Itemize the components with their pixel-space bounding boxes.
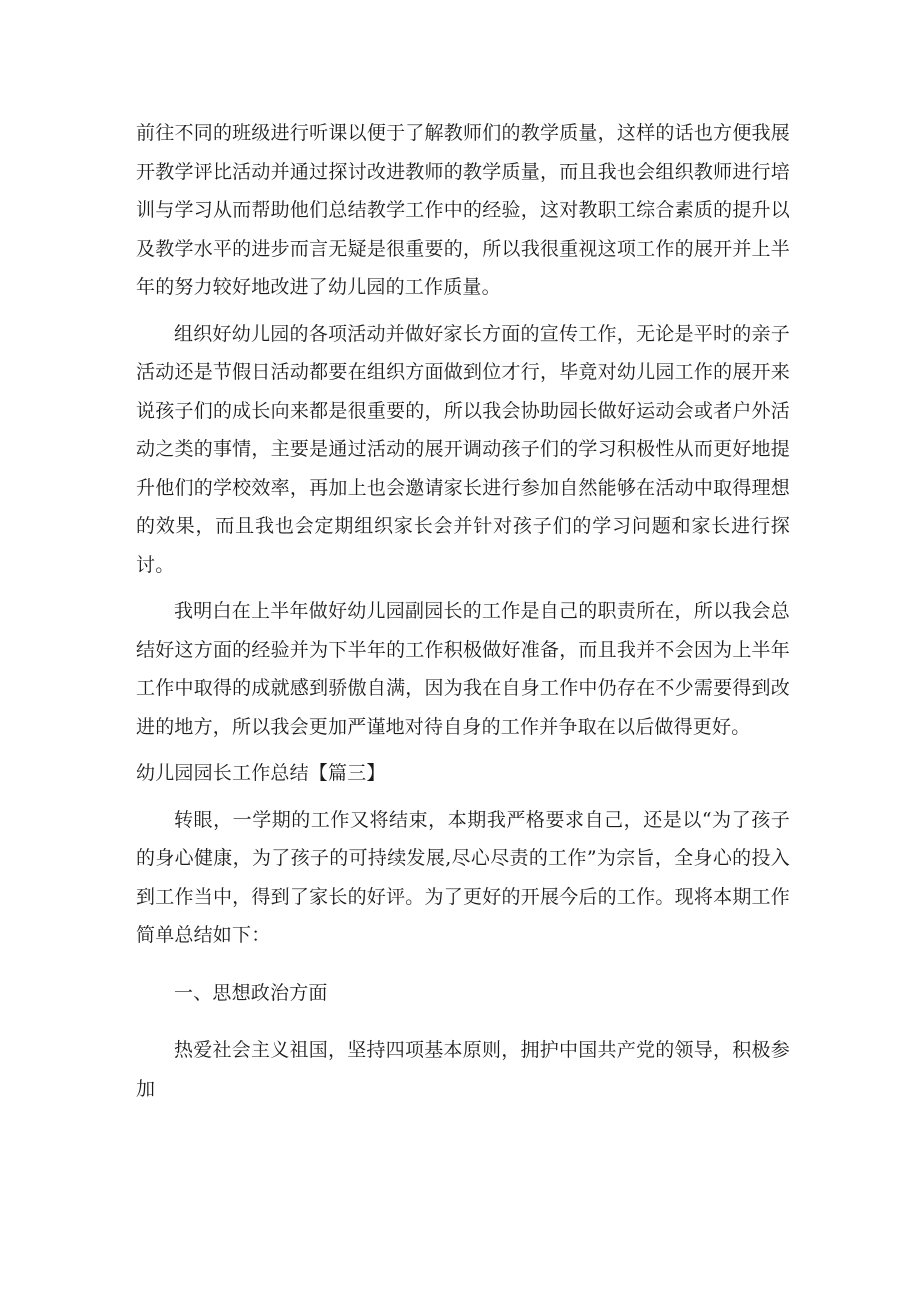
paragraph-politics: 热爱社会主义祖国，坚持四项基本原则，拥护中国共产党的领导，积极参加 (136, 1039, 790, 1100)
paragraph-responsibility: 我明白在上半年做好幼儿园副园长的工作是自己的职责所在，所以我会总结好这方面的经验并为下半年的工作积极做好准备，而且我并不会因为上半年工作中取得的成就感到骄傲自满，因为我在自身工作中仍存在不少需要得到改进的地方，所以我会更加严谨地对待自身的工作并争取在以后做得更好。 (136, 600, 790, 738)
section-heading: 幼儿园园长工作总结【篇三】 (136, 762, 386, 784)
subsection-title: 一、思想政治方面 (174, 981, 328, 1004)
paragraph-continued: 前往不同的班级进行听课以便于了解教师们的教学质量，这样的话也方便我展开教学评比活动并通过探讨改进教师的教学质量，而且我也会组织教师进行培训与学习从而帮助他们总结教学工作中的经验，这对教职工综合素质的提升以及教学水平的进步而言无疑是很重要的，所以我很重视这项工作的展开并上半年的努力较好地改进了幼儿园的工作质量。 (136, 122, 790, 298)
paragraph-activities: 组织好幼儿园的各项活动并做好家长方面的宣传工作，无论是平时的亲子活动还是节假日活动都要在组织方面做到位才行，毕竟对幼儿园工作的展开来说孩子们的成长向来都是很重要的，所以我会协助园长做好运动会或者户外活动之类的事情，主要是通过活动的展开调动孩子们的学习积极性从而更好地提升他们的学校效率，再加上也会邀请家长进行参加自然能够在活动中取得理想的效果，而且我也会定期组织家长会并针对孩子们的学习问题和家长进行探讨。 (136, 322, 790, 576)
document-body (136, 114, 790, 1108)
paragraph-intro: 转眼，一学期的工作又将结束，本期我严格要求自己，还是以“为了孩子的身心健康，为了孩子的可持续发展,尽心尽责的工作”为宗旨，全身心的投入到工作当中，得到了家长的好评。为了更好的开展今后的工作。现将本期工作简单总结如下： (136, 808, 790, 946)
